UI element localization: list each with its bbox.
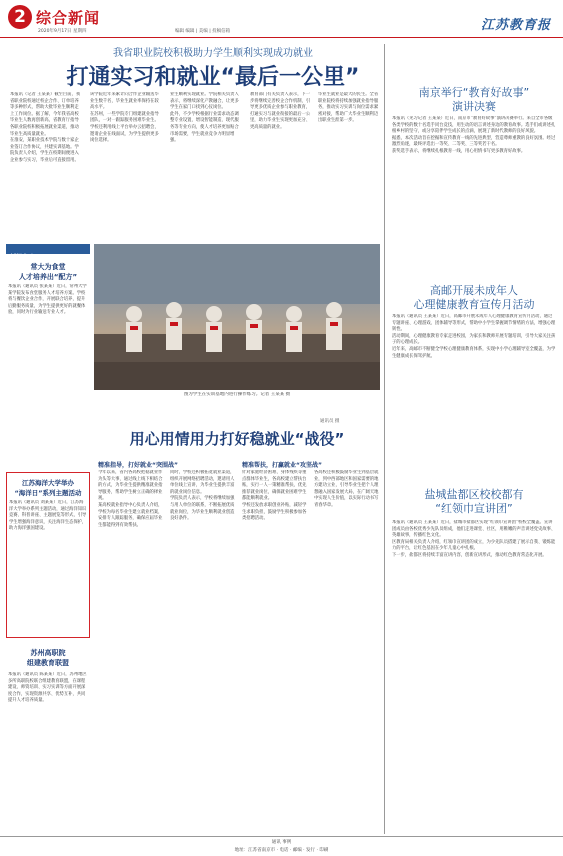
lead-headline: 打通实习和就业“最后一公里” (66, 65, 360, 90)
footer-line-2: 地址：江苏省南京市 · 电话 · 邮编 · 发行 · 印刷 (234, 848, 329, 853)
mid-article-col-4: 各高校还积极鼓励毕业生到基层就业，到中西部地区和国家需要的地方建功立业，引导毕业生把个人理想融入国家发展大局，在广阔天地中实现人生价值，以实际行动书写青春华章。 (314, 470, 379, 508)
right-mid-title-1: 高邮开展未成年人 (430, 284, 518, 297)
lead-col-3: 业生顺利实现就业。学院相关负责人表示，将继续深化产教融合，让更多学生在家门口找到心仪岗位。 此外，不少学校根据行业需求动态调整专业设置，增设智能制造、现代服务等专业方向，使人才培养更加贴合市场需要，学生就业竞争力明显增强。 (170, 92, 239, 144)
left-news-1-title-2: 人才培养出“配方” (18, 273, 78, 281)
left-news-3-title-1: 苏州高职院 (30, 649, 66, 657)
mid-article-sub-2: 精准帮扶，打赢就业“攻坚战” (242, 462, 322, 469)
left-news-2-title-1: 江苏海洋大学举办 (22, 479, 74, 487)
right-top-title-2: 演讲决赛 (452, 100, 496, 113)
lead-kicker: 我省职业院校积极助力学生顺利实现成功就业 (113, 48, 313, 59)
mid-article-col-3: 针对家庭经济困难、身体残疾等重点群体毕业生，各高校建立帮扶台账，实行一人一策精准帮扶，优先推荐就业岗位，确保就业困难学生都能顺利就业。 学校还发放求职创业补贴，减轻学生求职负担，鼓励学生积极参加各类招聘活动。 (242, 470, 307, 522)
right-bottom-title-2: “红领巾宣讲团” (435, 502, 513, 515)
mid-article-title: 用心用情用力打好稳就业“战役” (129, 430, 345, 448)
mid-article-col-2: 同时，学校还积极拓宽就业渠道，组织开展网络招聘活动，邀请用人单位线上宣讲，为毕业生提供丰富的就业岗位信息。 学院负责人表示，学校将继续加强与用人单位的联系，不断拓展优质就业岗位，为毕业生顺利就业创造良好条件。 (170, 470, 235, 522)
left-news-section-label: 新闻夹叶 (10, 254, 35, 261)
left-news-1-body: 本报讯（通讯员 张某某）近日，常州大学某学院发布食堂服务人才培养方案。学校将与餐饮企业合作，开展联合培养，提升后勤服务质量，为学生提供更好的就餐体验，同时为行业输送专业人才。 (8, 284, 87, 316)
footer (0, 836, 563, 856)
mid-article-col-1: 今年以来，省内各高校把稳就业作为头等大事，通过线上线下相结合的方式，为毕业生提供精准就业指导服务，帮助学生树立正确的择业观。 某高校就业指导中心负责人介绍，学校为每名毕业生建立就业档案，安排专人跟踪服务，确保应届毕业生都能得到有效帮扶。 (98, 470, 163, 528)
mid-article-sub-1: 精准指导，打好就业“突围战” (98, 462, 178, 469)
photo-caption: 图为学生在实训基地内进行操作练习。记者 王某某 摄 (183, 392, 291, 397)
section-name: 综合新闻 (36, 9, 101, 27)
left-news-3-body: 本报讯（通讯员 陈某某）近日，苏州地区多所高职院校联合组建教育联盟，在课程建设、师资培训、实习实训等方面开展深度合作，实现资源共享、优势互补，共同提升人才培养质量。 (8, 672, 87, 704)
right-top-title-1: 南京举行“教育好故事” (418, 86, 530, 99)
paper-name: 江苏教育报 (480, 18, 551, 33)
left-news-2-title-2: “海洋日”系列主题活动 (14, 489, 82, 497)
photo-credit: 通讯员 摄 (320, 419, 340, 424)
lead-col-5: 毕业生就业是最大的民生。全省职业院校将持续加强就业指导服务，推动实习实训与岗位需求紧密对接，帮助广大毕业生顺利迈出职业生涯第一步。 (318, 92, 379, 124)
right-mid-title-2: 心理健康教育宣传月活动 (413, 298, 535, 311)
left-news-3-title-2: 组建教育联盟 (27, 659, 69, 667)
right-mid-body: 本报讯（通讯员 王某某）近日，高邮市开展未成年人心理健康教育宣传月活动，通过专题讲座、心理游戏、团体辅导等形式，帮助中小学生掌握调节情绪的方法，增强心理韧性。 活动期间，心理健康教育专家走进校园，为家长和教师开展专题培训，引导大家关注孩子的心理成长。 近年来，高邮市不断健全学校心理健康教育体系，实现中小学心理辅导室全覆盖，为学生健康成长保驾护航。 (392, 314, 556, 359)
photo-scene (94, 244, 380, 390)
left-news-header (6, 244, 90, 261)
date-line: 2020年9月17日 星期四 (38, 29, 87, 34)
news-photo (94, 244, 380, 390)
page-number-badge: 2 (8, 5, 32, 29)
footer-line-1: 通讯 事例 (271, 840, 292, 845)
lead-col-4: 教育部门有关负责人表示，下一步将继续完善校企合作机制，引导更多优质企业参与职业教育，打通实习与就业衔接的最后一公里，助力毕业生实现更加充分、更高质量的就业。 (250, 92, 311, 130)
lead-col-1: 本报讯（记者 王某某）截至目前，我省职业院校通过校企合作、订单培养等多种形式，帮助大批毕业生顺利走上工作岗位。据了解，今年我省高校毕业生人数再创新高，省教育厅指导各职业院校积极拓展就业渠道，推动毕业生高质量就业。 在淮安，某职业技术学院与数十家企业签订合作协议，共建实训基地。学院负责人介绍，学生在校期间便进入企业参与实习，毕业后可直接留用。 (10, 92, 81, 163)
column-divider (384, 44, 385, 834)
masthead (0, 0, 563, 38)
right-bottom-body: 本报讯（通讯员 王某某）近日，盐城市盐都区实现“红领巾宣讲团”校校全覆盖。宣讲团成员由各校优秀少先队员组成，他们走进课堂、社区，用稚嫩的声音讲述党史故事、英雄故事，传播红色文化。 区教育局相关负责人介绍，红领巾宣讲团的成立，为少先队员搭建了展示自我、锻炼能力的平台，让红色基因在少年儿童心中扎根。 下一步，盐都区将持续丰富宣讲内容，创新宣讲形式，推动红色教育常态化开展。 (392, 520, 556, 558)
right-bottom-title-1: 盐城盐都区校校都有 (424, 488, 524, 501)
lead-col-2: 该学院近年来累计向合作企业输送毕业生数千名，毕业生就业率保持在较高水平。 在苏州，一些学院专门组建就业指导团队，一对一跟踪服务困难毕业生。学校还利用线上平台举办云招聘会，邀请企业在线面试，为学生提供更多岗位选择。 (90, 92, 159, 144)
editor-line: 编辑 编辑 | 美编 | 投稿信箱 (175, 29, 231, 34)
right-top-body: 本报讯（见习记者 王某某）近日，南京市“教育好故事”演讲决赛举行。来自全市各级各类学校的数十名选手同台竞技，用生动的语言讲述身边的教育故事。选手们或讲述扎根乡村的坚守，或分享陪伴学生成长的点滴，展现了新时代教师的良好风貌。 据悉，本次活动旨在挖掘和宣传教育一线的先进典型，营造尊师重教的良好氛围。经过激烈角逐，最终评选出一等奖、二等奖、三等奖若干名。 获奖选手表示，将继续扎根教育一线，用心用情书写更多教育好故事。 (392, 116, 556, 154)
left-news-2-body: 本报讯（通讯员 刘某某）近日，江苏海洋大学举办系列主题活动，通过海洋知识竞赛、科普讲座、主题展览等形式，引导学生增强海洋意识，关注海洋生态保护，助力海洋强国建设。 (9, 500, 87, 532)
left-news-1-title-1: 常大为食堂 (30, 263, 66, 271)
